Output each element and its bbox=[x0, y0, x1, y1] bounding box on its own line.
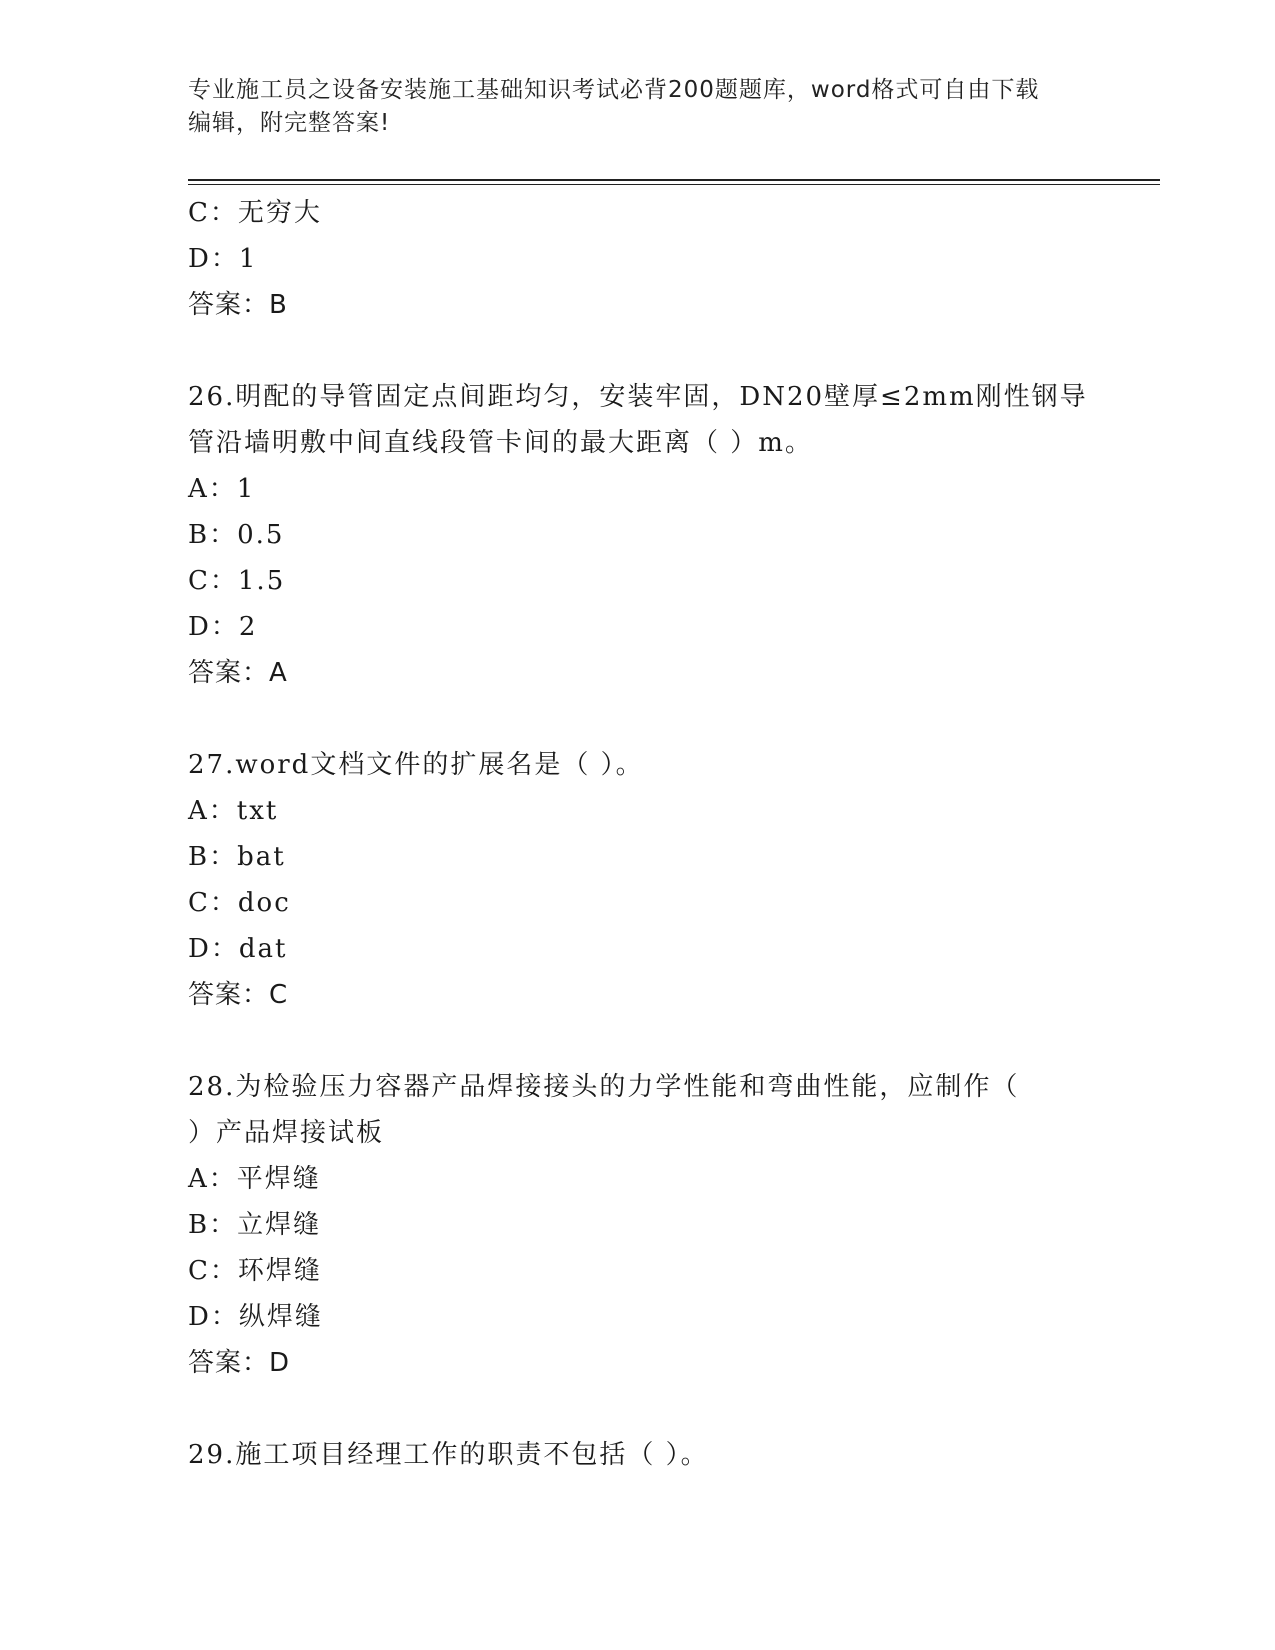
answer: 答案：A bbox=[188, 658, 288, 688]
option-c: C：doc bbox=[188, 888, 291, 918]
option-d: D：2 bbox=[188, 612, 258, 642]
option-d: D：纵焊缝 bbox=[188, 1302, 323, 1332]
option-d: D：1 bbox=[188, 244, 258, 274]
question-text-continued: ）产品焊接试板 bbox=[188, 1118, 385, 1148]
question-text: 27.word文档文件的扩展名是（ ）。 bbox=[188, 750, 644, 780]
option-c: C：无穷大 bbox=[188, 198, 322, 228]
question-list bbox=[188, 190, 1088, 1478]
question-29 bbox=[188, 1432, 1088, 1478]
question-text-continued: 管沿墙明敷中间直线段管卡间的最大距离（ ）m。 bbox=[188, 428, 813, 458]
option-b: B：0.5 bbox=[188, 520, 285, 550]
option-d: D：dat bbox=[188, 934, 288, 964]
answer: 答案：B bbox=[188, 290, 288, 320]
header-line-2: 编辑，附完整答案! bbox=[188, 110, 391, 136]
answer: 答案：C bbox=[188, 980, 289, 1010]
document-header bbox=[188, 74, 1088, 140]
option-a: A：1 bbox=[188, 474, 256, 504]
option-a: A：平焊缝 bbox=[188, 1164, 321, 1194]
header-rule-thin bbox=[188, 184, 1160, 185]
option-c: C：1.5 bbox=[188, 566, 286, 596]
question-27 bbox=[188, 742, 1088, 1018]
option-b: B：bat bbox=[188, 842, 286, 872]
question-text: 29.施工项目经理工作的职责不包括（ ）。 bbox=[188, 1440, 709, 1470]
header-line-1: 专业施工员之设备安装施工基础知识考试必背200题题库，word格式可自由下载 bbox=[188, 77, 1040, 103]
question-text: 28.为检验压力容器产品焊接接头的力学性能和弯曲性能，应制作（ bbox=[188, 1072, 1020, 1102]
header-rule-thick bbox=[188, 179, 1160, 181]
option-c: C：环焊缝 bbox=[188, 1256, 322, 1286]
question-25-tail bbox=[188, 190, 1088, 328]
option-a: A：txt bbox=[188, 796, 279, 826]
question-28 bbox=[188, 1064, 1088, 1386]
answer: 答案：D bbox=[188, 1348, 291, 1378]
option-b: B：立焊缝 bbox=[188, 1210, 322, 1240]
question-text: 26.明配的导管固定点间距均匀，安装牢固，DN20壁厚≤2mm刚性钢导 bbox=[188, 382, 1088, 412]
question-26 bbox=[188, 374, 1088, 696]
